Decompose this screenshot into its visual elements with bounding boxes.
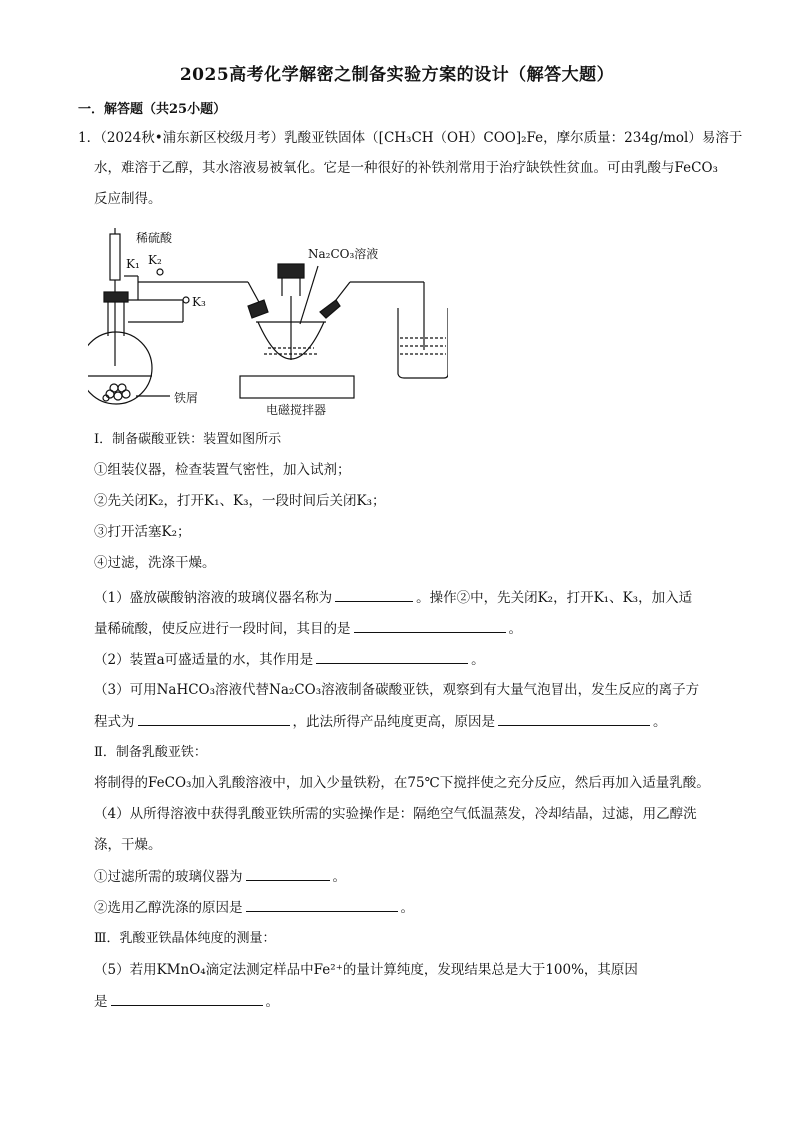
label-iron-filings: 铁屑 xyxy=(174,391,199,405)
subquestion-1-text-c: 量稀硫酸，使反应进行一段时间，其目的是 xyxy=(94,621,351,637)
subquestion-2-text-a: （2）装置a可盛适量的水，其作用是 xyxy=(94,652,314,668)
subquestion-1-text-a: （1）盛放碳酸钠溶液的玻璃仪器名称为 xyxy=(94,590,333,606)
answer-blank-1b[interactable] xyxy=(354,618,506,633)
step-3: ③打开活塞K₂； xyxy=(94,524,191,540)
section-heading: 一．解答题（共25小题） xyxy=(78,102,227,117)
answer-blank-5[interactable] xyxy=(111,991,263,1006)
question-1-intro-line-1 xyxy=(78,128,742,148)
label-sodium-carbonate: Na₂CO₃溶液 xyxy=(308,247,379,261)
question-intro-a: 乳酸亚铁固体（[CH₃CH（OH）COO]₂Fe，摩尔质量：234g/mol）易溶于 xyxy=(284,130,743,146)
subquestion-1-text-b: 。操作②中，先关闭K₂，打开K₁、K₃，加入适 xyxy=(416,590,693,606)
apparatus-figure xyxy=(88,226,448,426)
answer-blank-4a[interactable] xyxy=(246,866,330,881)
subquestion-5-line-2 xyxy=(94,991,279,1012)
subquestion-2-text-b: 。 xyxy=(471,652,485,668)
label-k3: K₃ xyxy=(192,295,206,309)
subquestion-4-text-d: 。 xyxy=(332,869,346,885)
answer-blank-3a[interactable] xyxy=(138,711,290,726)
label-magnetic-stirrer: 电磁搅拌器 xyxy=(266,403,327,417)
label-k2: K₂ xyxy=(148,253,162,267)
subquestion-1-text-d: 。 xyxy=(508,621,522,637)
apparatus-diagram xyxy=(88,226,448,426)
part-2-text: 将制得的FeCO₃加入乳酸溶液中，加入少量铁粉，在75℃下搅拌使之充分反应，然后再加入适量乳酸。 xyxy=(94,775,710,791)
label-k1: K₁ xyxy=(126,257,140,271)
subquestion-4-line-1: （4）从所得溶液中获得乳酸亚铁所需的实验操作是：隔绝空气低温蒸发，冷却结晶，过滤，用乙醇洗 xyxy=(94,806,697,822)
subquestion-3-text-b: 程式为 xyxy=(94,714,135,730)
subquestion-4-text-f: 。 xyxy=(400,900,414,916)
subquestion-3-line-2 xyxy=(94,711,667,732)
answer-blank-2[interactable] xyxy=(316,649,468,664)
page-title: 2025高考化学解密之制备实验方案的设计（解答大题） xyxy=(179,65,615,85)
question-source: （2024秋•浦东新区校级月考） xyxy=(100,130,285,146)
answer-blank-1a[interactable] xyxy=(335,587,413,602)
question-1-intro-line-3: 反应制得。 xyxy=(94,191,162,207)
answer-blank-4b[interactable] xyxy=(246,897,398,912)
subquestion-3-text-c: ，此法所得产品纯度更高，原因是 xyxy=(292,714,495,730)
subquestion-3-text-d: 。 xyxy=(653,714,667,730)
subquestion-5-text-b: 是 xyxy=(94,994,108,1010)
step-1: ①组装仪器，检查装置气密性，加入试剂； xyxy=(94,462,351,478)
label-dilute-sulfuric-acid: 稀硫酸 xyxy=(136,231,173,245)
step-2: ②先关闭K₂，打开K₁、K₃，一段时间后关闭K₃； xyxy=(94,493,386,509)
subquestion-2 xyxy=(94,649,485,670)
subquestion-1-line-1 xyxy=(94,587,692,608)
subquestion-5-line-1: （5）若用KMnO₄滴定法测定样品中Fe²⁺的量计算纯度，发现结果总是大于100%，其原因 xyxy=(94,962,638,978)
subquestion-5-text-c: 。 xyxy=(265,994,279,1010)
subquestion-4-text-e: ②选用乙醇洗涤的原因是 xyxy=(94,900,243,916)
answer-blank-3b[interactable] xyxy=(498,711,650,726)
part-2-heading: Ⅱ．制备乳酸亚铁： xyxy=(94,745,207,760)
part-1-heading: Ⅰ．制备碳酸亚铁：装置如图所示 xyxy=(94,432,282,447)
subquestion-3-line-1: （3）可用NaHCO₃溶液代替Na₂CO₃溶液制备碳酸亚铁，观察到有大量气泡冒出，发生反应的离子方 xyxy=(94,682,700,698)
subquestion-1-line-2 xyxy=(94,618,522,639)
part-3-heading: Ⅲ．乳酸亚铁晶体纯度的测量： xyxy=(94,931,276,946)
subquestion-4-item-2 xyxy=(94,897,414,918)
subquestion-4-item-1 xyxy=(94,866,346,887)
step-4: ④过滤，洗涤干燥。 xyxy=(94,555,216,571)
subquestion-4-line-2: 涤，干燥。 xyxy=(94,837,162,853)
subquestion-4-text-c: ①过滤所需的玻璃仪器为 xyxy=(94,869,243,885)
question-number: 1． xyxy=(78,130,101,146)
question-1-intro-line-2: 水，难溶于乙醇，其水溶液易被氧化。它是一种很好的补铁剂常用于治疗缺铁性贫血。可由乳酸与FeCO₃ xyxy=(94,160,718,176)
